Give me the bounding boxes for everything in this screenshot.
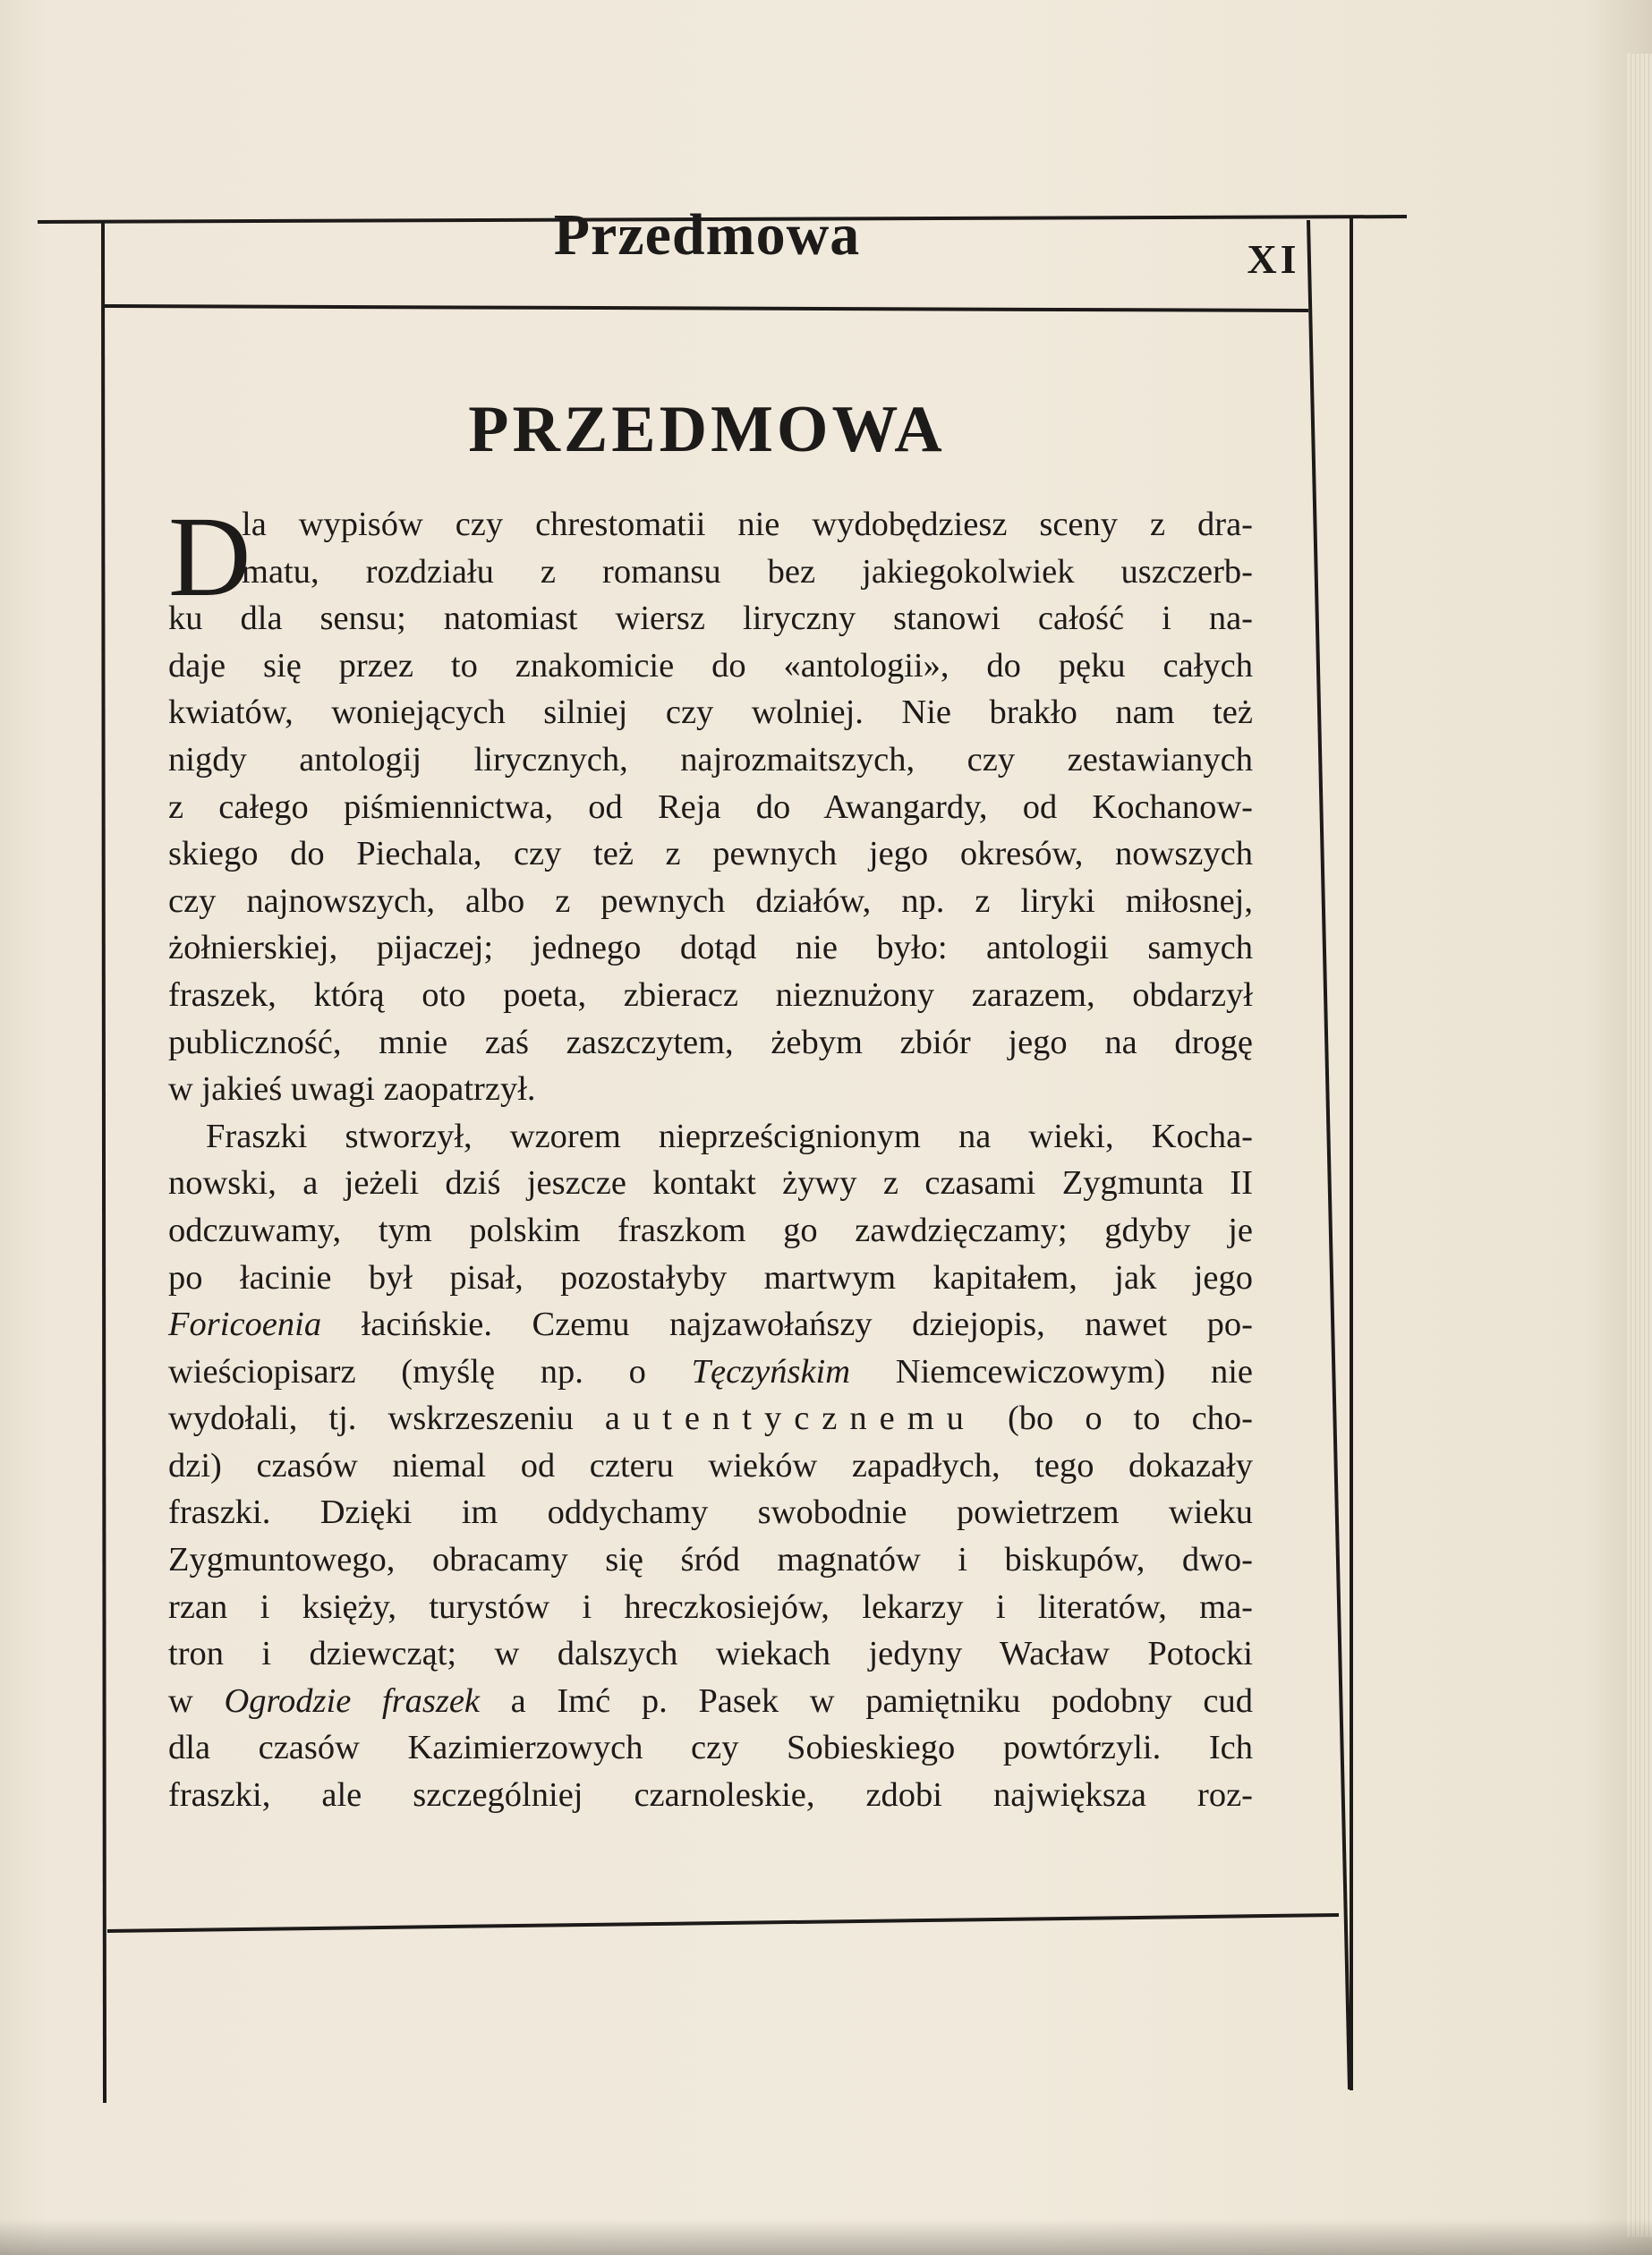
text-span: w [168, 1681, 225, 1720]
text-span: (bo o to cho- [975, 1400, 1253, 1438]
text-span: skiego do Piechala, czy też z pewnych jego okresów, nowszych [168, 835, 1253, 873]
italic-title: Foricoenia [168, 1306, 322, 1344]
text-span: kwiatów, woniejących silniej czy wolniej. Nie brakło nam też [168, 694, 1253, 732]
text-line [168, 1536, 1253, 1584]
text-line [168, 1772, 1253, 1819]
page-number: XI [1247, 236, 1300, 282]
drop-cap: D [168, 493, 251, 620]
text-span: matu, rozdziału z romansu bez jakiegokolwiek uszczerb- [242, 552, 1253, 591]
text-span: fraszki, ale szczególniej czarnoleskie, zdobi największa roz- [168, 1776, 1253, 1815]
text-line [168, 549, 1253, 596]
text-line [168, 1724, 1253, 1772]
text-span: ku dla sensu; natomiast wiersz liryczny stanowi całość i na- [168, 600, 1253, 638]
text-span: dla czasów Kazimierzowych czy Sobieskiego powtórzyli. Ich [168, 1729, 1253, 1767]
frame-outer-right [1353, 217, 1407, 2089]
text-span: tron i dziewcząt; w dalszych wiekach jedyny Wacław Potocki [168, 1635, 1253, 1673]
text-span: rzan i księży, turystów i hreczkosiejów, lekarzy i literatów, ma- [168, 1587, 1253, 1626]
italic-title: Ogrodzie fraszek [224, 1681, 481, 1720]
header-rule-bottom [103, 306, 1308, 311]
text-span: czy najnowszych, albo z pewnych działów, np. z liryki miłosnej, [168, 881, 1253, 920]
footer-rule [107, 1915, 1339, 1931]
text-span: z całego piśmiennictwa, od Reja do Awangardy, od Kochanow- [168, 787, 1253, 826]
text-line [168, 736, 1253, 784]
text-span: w jakieś uwagi zaopatrzył. [168, 1070, 536, 1109]
frame-right [1351, 217, 1407, 2090]
text-span: łacińskie. Czemu najzawołańszy dziejopis, nawet po- [321, 1306, 1253, 1344]
text-line [168, 972, 1253, 1019]
text-span: a Imć p. Pasek w pamiętniku podobny cud [480, 1681, 1253, 1720]
text-span: Fraszki stworzył, wzorem nieprześcignionym na wieki, Kocha- [206, 1117, 1253, 1155]
text-line [168, 689, 1253, 736]
text-span: wieściopisarz (myślę np. o [168, 1352, 692, 1391]
text-line [168, 1255, 1253, 1302]
italic-title: Tęczyńskim [691, 1352, 851, 1391]
text-line [168, 1160, 1253, 1207]
frame-left [103, 222, 105, 2103]
text-span: odczuwamy, tym polskim fraszkom go zawdzięczamy; gdyby je [168, 1211, 1253, 1249]
text-line [168, 830, 1253, 878]
text-span: po łacinie był pisał, pozostałyby martwym kapitałem, jak jego [168, 1258, 1253, 1297]
text-line [168, 1489, 1253, 1536]
text-span: Niemcewiczowym) nie [850, 1352, 1253, 1391]
text-line [168, 642, 1253, 690]
text-line [168, 1678, 1253, 1725]
text-span: wydołali, tj. wskrzeszeniu [168, 1400, 605, 1438]
text-line [168, 1349, 1253, 1396]
text-span: fraszki. Dzięki im oddychamy swobodnie powietrzem wieku [168, 1493, 1253, 1532]
text-span: nowski, a jeżeli dziś jeszcze kontakt żywy z czasami Zygmunta II [168, 1164, 1253, 1203]
text-span: żołnierskiej, pijaczej; jednego dotąd nie było: antologii samych [168, 929, 1253, 967]
text-line [168, 1442, 1253, 1490]
text-line [168, 501, 1253, 549]
text-span: dzi) czasów niemal od czteru wieków zapadłych, tego dokazały [168, 1446, 1253, 1485]
text-span: fraszek, którą oto poeta, zbieracz nieznużony zarazem, obdarzył [168, 975, 1253, 1014]
spaced-emphasis: autentycznemu [604, 1400, 976, 1438]
text-line [168, 878, 1253, 925]
frame-right-visible [1353, 218, 1403, 2090]
text-span: Zygmuntowego, obracamy się śród magnatów i biskupów, dwo- [168, 1541, 1253, 1579]
text-line [168, 784, 1253, 831]
body-text [168, 493, 1253, 1819]
running-head: Przedmowa [553, 202, 861, 268]
text-span: daje się przez to znakomicie do «antologii», do pęku całych [168, 646, 1253, 685]
text-line [168, 1019, 1253, 1067]
text-line [168, 924, 1253, 972]
text-line [168, 595, 1253, 642]
frame-inner-right [1308, 220, 1350, 2089]
page-shadow [0, 2219, 1652, 2255]
text-line [168, 1113, 1253, 1161]
text-line [168, 1066, 1253, 1113]
text-line [168, 1395, 1253, 1442]
chapter-title: PRZEDMOWA [468, 393, 946, 466]
text-line [168, 1207, 1253, 1255]
text-span: nigdy antologij lirycznych, najrozmaitszych, czy zestawianych [168, 740, 1253, 779]
text-line [168, 1630, 1253, 1678]
text-line [168, 1301, 1253, 1349]
text-line [168, 1584, 1253, 1631]
text-span: publiczność, mnie zaś zaszczytem, żebym zbiór jego na drogę [168, 1023, 1253, 1061]
text-span: la wypisów czy chrestomatii nie wydobędziesz sceny z dra- [242, 506, 1253, 543]
